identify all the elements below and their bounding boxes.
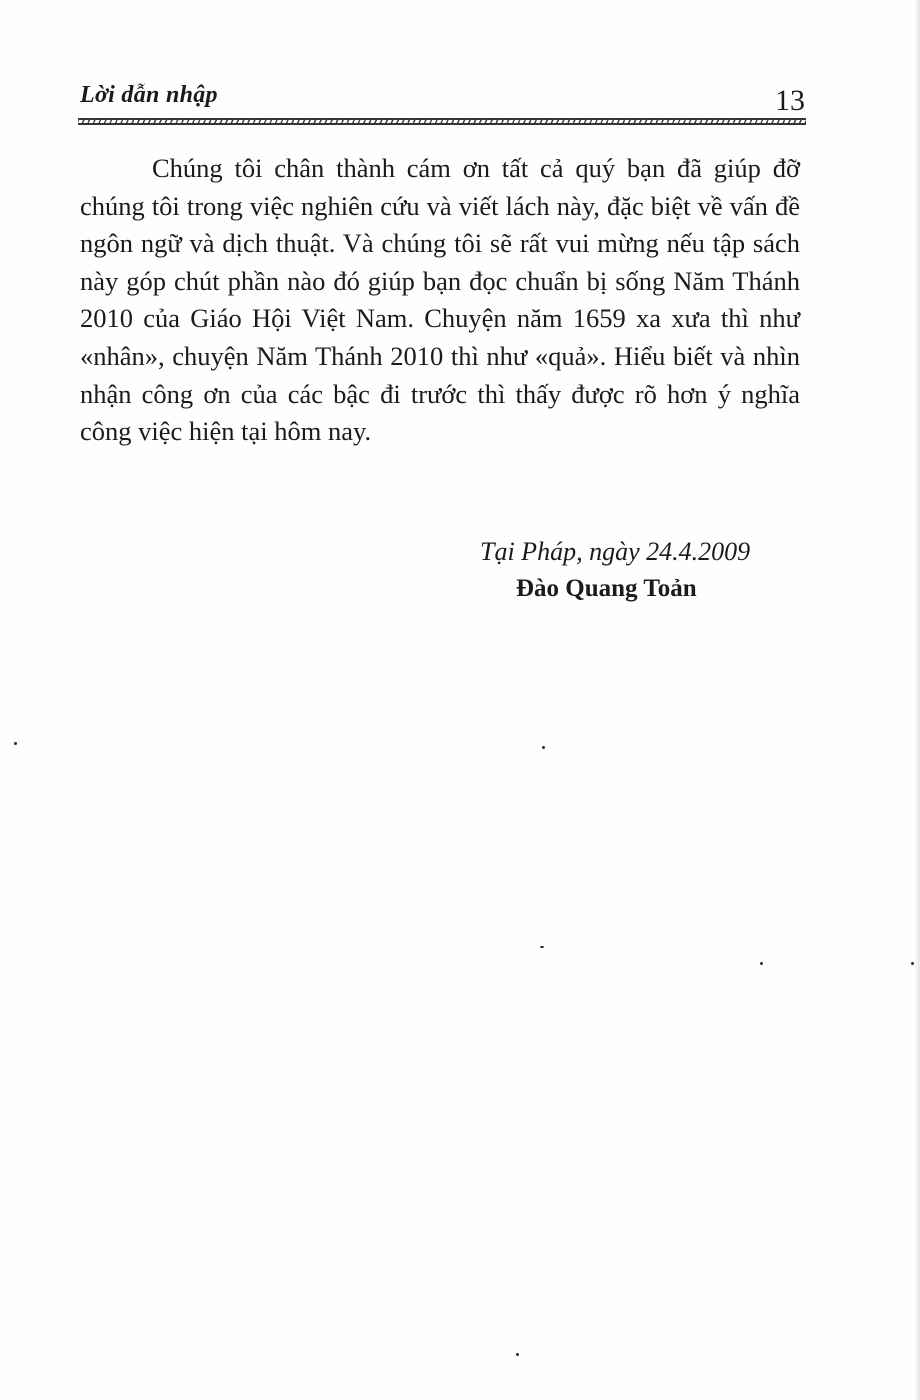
scan-page-edge (914, 0, 920, 1400)
scan-speck (516, 1353, 519, 1356)
author-name: Đào Quang Toản (516, 575, 697, 602)
running-header-title: Lời dẫn nhập (80, 82, 218, 108)
place-date-line: Tại Pháp, ngày 24.4.2009 (480, 537, 751, 566)
page-number: 13 (775, 84, 805, 117)
body-paragraph: Chúng tôi chân thành cám ơn tất cả quý bạn đã giúp đỡ chúng tôi trong việc nghiên cứu và viết lách này, đặc biệt về vấn đề ngôn ngữ và dịch thuật. Và chúng tôi sẽ rất vui mừng nếu tập sách này góp chút phần nào đó giúp bạn đọc chuẩn bị sống Năm Thánh 2010 của Giáo Hội Việt Nam. Chuyện năm 1659 xa xưa thì như «nhân», chuyện Năm Thánh 2010 thì như «quả». Hiểu biết và nhìn nhận công ơn của các bậc đi trước thì thấy được rõ hơn ý nghĩa công việc hiện tại hôm nay. (80, 153, 800, 447)
scan-speck (760, 962, 763, 965)
scan-speck (14, 742, 17, 745)
scan-speck (542, 746, 545, 749)
header-rule (78, 117, 806, 127)
scan-speck (540, 946, 544, 948)
